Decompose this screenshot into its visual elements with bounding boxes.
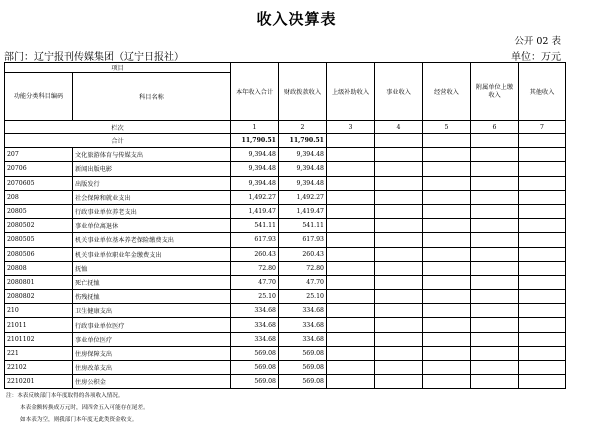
amount-cell xyxy=(423,247,471,261)
header-name: 科目名称 xyxy=(73,73,231,121)
amount-cell xyxy=(375,148,423,162)
subject-name: 机关事业单位职业年金缴费支出 xyxy=(73,247,231,261)
amount-cell: 569.08 xyxy=(231,375,279,389)
total-value xyxy=(471,134,519,148)
total-value xyxy=(375,134,423,148)
amount-cell: 569.08 xyxy=(279,375,327,389)
amount-cell xyxy=(471,233,519,247)
row-number: 3 xyxy=(327,121,375,134)
total-value: 11,790.51 xyxy=(231,134,279,148)
amount-cell xyxy=(519,332,566,346)
amount-cell xyxy=(471,162,519,176)
amount-cell xyxy=(471,275,519,289)
subject-name: 出版发行 xyxy=(73,176,231,190)
amount-cell: 9,394.48 xyxy=(231,148,279,162)
header-row-label: 栏次 xyxy=(5,121,231,134)
amount-cell xyxy=(375,304,423,318)
amount-cell xyxy=(375,176,423,190)
amount-cell: 334.68 xyxy=(279,304,327,318)
note-line: 注：本表反映部门本年度取得的各项收入情况。 xyxy=(6,393,124,399)
subject-code: 210 xyxy=(5,304,73,318)
table-row xyxy=(5,190,566,204)
table-row xyxy=(5,361,566,375)
amount-cell: 334.68 xyxy=(231,318,279,332)
amount-cell xyxy=(471,332,519,346)
subject-code: 2070605 xyxy=(5,176,73,190)
total-value xyxy=(327,134,375,148)
amount-cell xyxy=(423,148,471,162)
subject-code: 207 xyxy=(5,148,73,162)
amount-cell xyxy=(519,233,566,247)
subject-code: 21011 xyxy=(5,318,73,332)
table-row xyxy=(5,346,566,360)
amount-cell: 9,394.48 xyxy=(231,176,279,190)
amount-cell: 47.70 xyxy=(231,275,279,289)
amount-cell xyxy=(375,261,423,275)
page-title: 收入决算表 xyxy=(256,10,337,28)
subject-name: 住房改革支出 xyxy=(73,361,231,375)
amount-cell xyxy=(519,176,566,190)
amount-cell xyxy=(375,247,423,261)
subject-name: 住房保障支出 xyxy=(73,346,231,360)
amount-cell: 569.08 xyxy=(279,346,327,360)
subject-code: 221 xyxy=(5,346,73,360)
amount-cell xyxy=(375,204,423,218)
amount-cell xyxy=(519,304,566,318)
amount-cell xyxy=(471,304,519,318)
total-row xyxy=(5,134,566,148)
amount-cell xyxy=(519,148,566,162)
amount-cell xyxy=(375,162,423,176)
total-label: 合计 xyxy=(5,134,231,148)
table-row xyxy=(5,261,566,275)
subject-name: 伤残抚恤 xyxy=(73,290,231,304)
amount-cell: 617.93 xyxy=(279,233,327,247)
header-col-fiscal: 财政拨款收入 xyxy=(279,63,327,121)
amount-cell xyxy=(471,148,519,162)
row-number: 5 xyxy=(423,121,471,134)
amount-cell xyxy=(471,219,519,233)
amount-cell xyxy=(327,304,375,318)
amount-cell: 25.10 xyxy=(279,290,327,304)
amount-cell xyxy=(327,176,375,190)
note-line: 本表金额转换成万元时，因四舍五入可能存在尾差。 xyxy=(20,405,149,411)
amount-cell: 569.08 xyxy=(231,361,279,375)
amount-cell xyxy=(519,162,566,176)
subject-code: 2080505 xyxy=(5,233,73,247)
amount-cell xyxy=(519,375,566,389)
amount-cell: 9,394.48 xyxy=(279,148,327,162)
total-value xyxy=(519,134,566,148)
amount-cell: 9,394.48 xyxy=(231,162,279,176)
header-col-business: 事业收入 xyxy=(375,63,423,121)
amount-cell xyxy=(327,290,375,304)
amount-cell xyxy=(423,361,471,375)
amount-cell xyxy=(423,346,471,360)
header-code: 功能分类科目编码 xyxy=(5,73,73,121)
table-row xyxy=(5,247,566,261)
amount-cell xyxy=(423,375,471,389)
amount-cell xyxy=(519,219,566,233)
subject-name: 抚恤 xyxy=(73,261,231,275)
subject-code: 2080502 xyxy=(5,219,73,233)
amount-cell: 569.08 xyxy=(279,361,327,375)
total-value xyxy=(423,134,471,148)
amount-cell xyxy=(471,290,519,304)
amount-cell: 334.68 xyxy=(231,332,279,346)
amount-cell xyxy=(423,290,471,304)
amount-cell: 334.68 xyxy=(279,332,327,346)
header-col-superior: 上级补助收入 xyxy=(327,63,375,121)
subject-code: 208 xyxy=(5,190,73,204)
amount-cell xyxy=(327,275,375,289)
subject-name: 卫生健康支出 xyxy=(73,304,231,318)
amount-cell xyxy=(423,176,471,190)
amount-cell xyxy=(423,190,471,204)
amount-cell xyxy=(375,219,423,233)
subject-code: 2080802 xyxy=(5,290,73,304)
amount-cell xyxy=(471,190,519,204)
table-row xyxy=(5,162,566,176)
amount-cell xyxy=(375,190,423,204)
subject-code: 20805 xyxy=(5,204,73,218)
row-number: 1 xyxy=(231,121,279,134)
amount-cell xyxy=(375,233,423,247)
amount-cell: 617.93 xyxy=(231,233,279,247)
subject-name: 住房公积金 xyxy=(73,375,231,389)
table-row xyxy=(5,290,566,304)
amount-cell xyxy=(471,247,519,261)
subject-name: 事业单位离退休 xyxy=(73,219,231,233)
row-number: 7 xyxy=(519,121,566,134)
amount-cell xyxy=(327,361,375,375)
amount-cell xyxy=(423,332,471,346)
note-line: 如本表为空，则我部门本年度无此类资金收支。 xyxy=(20,417,138,423)
amount-cell xyxy=(471,346,519,360)
amount-cell: 47.70 xyxy=(279,275,327,289)
amount-cell xyxy=(327,261,375,275)
amount-cell xyxy=(519,261,566,275)
amount-cell xyxy=(519,290,566,304)
header-col-affiliated: 附属单位上缴收入 xyxy=(471,63,519,121)
header-col-other: 其他收入 xyxy=(519,63,566,121)
amount-cell: 541.11 xyxy=(231,219,279,233)
amount-cell xyxy=(471,176,519,190)
amount-cell xyxy=(327,318,375,332)
amount-cell xyxy=(423,304,471,318)
amount-cell xyxy=(519,361,566,375)
amount-cell xyxy=(327,204,375,218)
amount-cell: 260.43 xyxy=(279,247,327,261)
amount-cell xyxy=(471,361,519,375)
table-row xyxy=(5,375,566,389)
amount-cell xyxy=(423,275,471,289)
table-row xyxy=(5,233,566,247)
amount-cell xyxy=(519,190,566,204)
amount-cell xyxy=(519,346,566,360)
amount-cell xyxy=(375,290,423,304)
subject-name: 文化旅游体育与传媒支出 xyxy=(73,148,231,162)
department-label: 部门：辽宁报刊传媒集团（辽宁日报社） xyxy=(4,52,184,63)
subject-code: 2101102 xyxy=(5,332,73,346)
amount-cell xyxy=(423,233,471,247)
amount-cell xyxy=(423,219,471,233)
amount-cell xyxy=(375,275,423,289)
amount-cell: 72.80 xyxy=(279,261,327,275)
amount-cell xyxy=(327,247,375,261)
subject-name: 社会保障和就业支出 xyxy=(73,190,231,204)
income-table xyxy=(4,62,566,389)
row-number: 6 xyxy=(471,121,519,134)
table-row xyxy=(5,318,566,332)
form-number: 公开 02 表 xyxy=(514,36,561,47)
amount-cell: 260.43 xyxy=(231,247,279,261)
header-project: 项目 xyxy=(5,63,231,73)
row-number: 2 xyxy=(279,121,327,134)
table-row xyxy=(5,275,566,289)
subject-name: 行政事业单位养老支出 xyxy=(73,204,231,218)
subject-name: 死亡抚恤 xyxy=(73,275,231,289)
amount-cell: 9,394.48 xyxy=(279,176,327,190)
amount-cell xyxy=(519,204,566,218)
header-col-operating: 经营收入 xyxy=(423,63,471,121)
amount-cell xyxy=(327,148,375,162)
amount-cell: 9,394.48 xyxy=(279,162,327,176)
subject-code: 2080801 xyxy=(5,275,73,289)
amount-cell xyxy=(375,361,423,375)
table-row xyxy=(5,176,566,190)
amount-cell xyxy=(423,162,471,176)
amount-cell xyxy=(423,318,471,332)
amount-cell xyxy=(471,204,519,218)
amount-cell: 569.08 xyxy=(231,346,279,360)
subject-name: 机关事业单位基本养老保险缴费支出 xyxy=(73,233,231,247)
amount-cell xyxy=(519,275,566,289)
amount-cell xyxy=(327,375,375,389)
subject-code: 2080506 xyxy=(5,247,73,261)
amount-cell: 25.10 xyxy=(231,290,279,304)
amount-cell: 334.68 xyxy=(279,318,327,332)
amount-cell xyxy=(375,375,423,389)
amount-cell: 1,492.27 xyxy=(279,190,327,204)
header-col-total: 本年收入合计 xyxy=(231,63,279,121)
subject-name: 行政事业单位医疗 xyxy=(73,318,231,332)
amount-cell xyxy=(471,375,519,389)
amount-cell xyxy=(423,204,471,218)
amount-cell: 72.80 xyxy=(231,261,279,275)
row-number: 4 xyxy=(375,121,423,134)
amount-cell: 1,419.47 xyxy=(279,204,327,218)
amount-cell: 1,492.27 xyxy=(231,190,279,204)
amount-cell xyxy=(327,219,375,233)
amount-cell xyxy=(327,332,375,346)
amount-cell xyxy=(471,261,519,275)
table-row xyxy=(5,204,566,218)
total-value: 11,790.51 xyxy=(279,134,327,148)
table-row xyxy=(5,148,566,162)
amount-cell: 334.68 xyxy=(231,304,279,318)
subject-code: 20706 xyxy=(5,162,73,176)
amount-cell xyxy=(375,346,423,360)
subject-code: 2210201 xyxy=(5,375,73,389)
table-row xyxy=(5,304,566,318)
amount-cell xyxy=(327,190,375,204)
notes xyxy=(6,390,149,426)
table-row xyxy=(5,332,566,346)
amount-cell xyxy=(471,318,519,332)
subject-name: 事业单位医疗 xyxy=(73,332,231,346)
subject-code: 20808 xyxy=(5,261,73,275)
amount-cell xyxy=(375,332,423,346)
amount-cell xyxy=(327,162,375,176)
amount-cell xyxy=(519,247,566,261)
amount-cell: 541.11 xyxy=(279,219,327,233)
amount-cell xyxy=(423,261,471,275)
amount-cell: 1,419.47 xyxy=(231,204,279,218)
amount-cell xyxy=(375,318,423,332)
subject-code: 22102 xyxy=(5,361,73,375)
table-row xyxy=(5,219,566,233)
unit-label: 单位：万元 xyxy=(511,52,561,63)
amount-cell xyxy=(327,346,375,360)
subject-name: 新闻出版电影 xyxy=(73,162,231,176)
amount-cell xyxy=(519,318,566,332)
amount-cell xyxy=(327,233,375,247)
